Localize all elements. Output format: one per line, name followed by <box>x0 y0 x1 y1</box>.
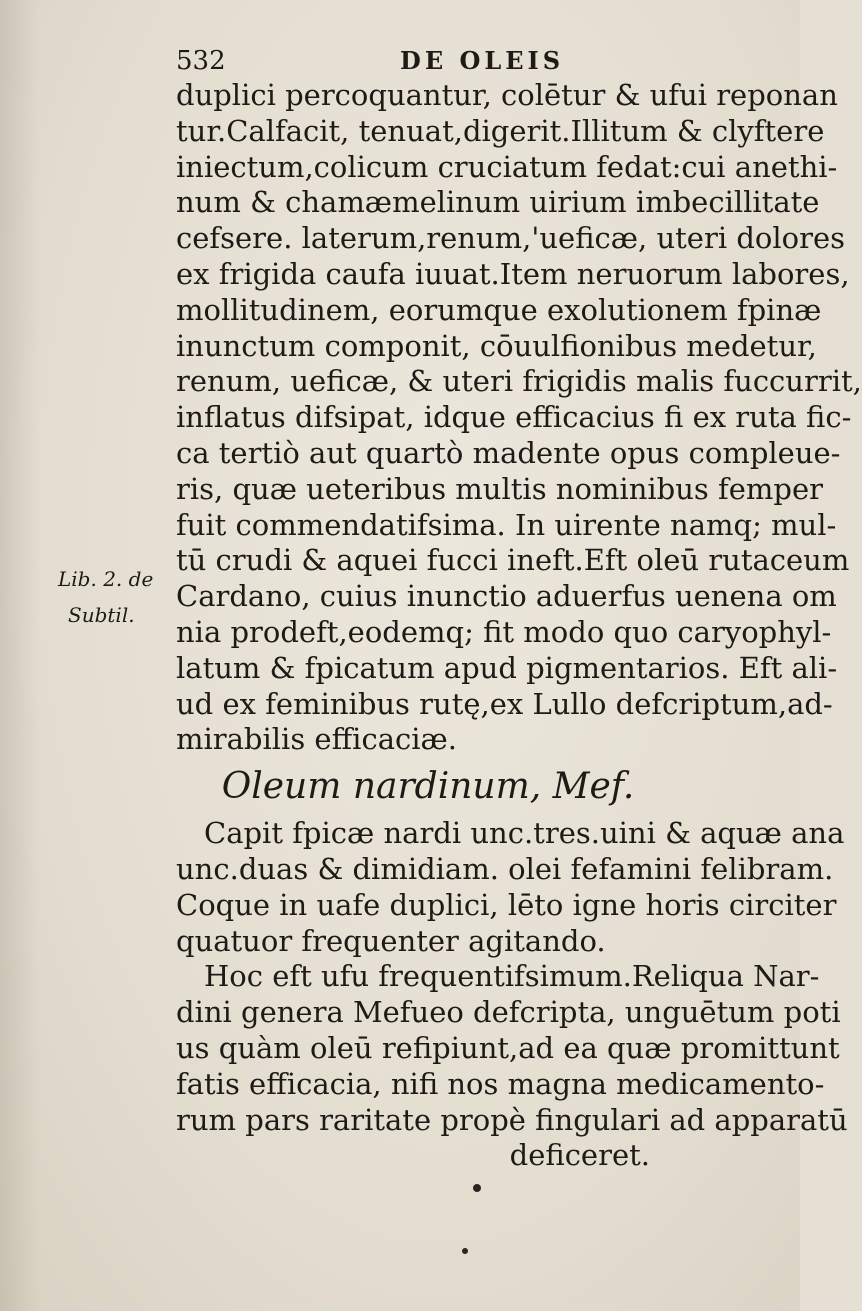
text-line: Capit fpicæ nardi unc.tres.uini & aquæ ana <box>204 816 845 851</box>
running-head: DE OLEIS <box>400 46 565 75</box>
text-line: rum pars raritate propè fingulari ad apparatū <box>176 1102 848 1137</box>
text-line: inunctum componit, cōuulfionibus medetur, <box>176 328 817 363</box>
text-line: Hoc eft ufu frequentifsimum.Reliqua Nar- <box>204 959 820 994</box>
text-line: Coque in uafe duplici, lēto igne horis circiter <box>176 887 837 922</box>
text-line: quatuor frequenter agitando. <box>176 923 606 958</box>
ink-spot <box>462 1248 468 1254</box>
text-line: duplici percoquantur, colētur & ufui reponan <box>176 78 838 112</box>
text-line: cefsere. laterum,renum,'ueficæ, uteri dolores <box>176 221 845 256</box>
text-line: nia prodeft,eodemq; fit modo quo caryophyl- <box>176 614 832 649</box>
spine-shadow <box>0 0 40 1311</box>
margin-note-lib: Lib. 2. de <box>58 567 154 591</box>
text-line: num & chamæmelinum uirium imbecillitate <box>176 185 820 220</box>
text-line: ex frigida caufa iuuat.Item neruorum labores, <box>176 256 850 291</box>
text-line: unc.duas & dimidiam. olei fefamini felibram. <box>176 851 834 886</box>
text-line: deficeret. <box>509 1138 650 1173</box>
page-header <box>176 44 616 80</box>
text-line: mollitudinem, eorumque exolutionem fpinæ <box>176 292 822 327</box>
text-line: dini genera Mefueo defcripta, unguētum poti <box>176 995 841 1030</box>
page-number: 532 <box>176 46 226 76</box>
text-line: tur.Calfacit, tenuat,digerit.Illitum & clyftere <box>176 113 825 148</box>
section-heading: Oleum nardinum, Mef. <box>221 766 635 808</box>
text-line: iniectum,colicum cruciatum fedat:cui anethi- <box>176 149 838 184</box>
text-line: tū crudi & aquei fucci ineft.Eft oleū rutaceum <box>176 543 850 578</box>
text-line: inflatus difsipat, idque efficacius fi ex ruta fic- <box>176 400 852 435</box>
text-line: Cardano, cuius inunctio aduerfus uenena om <box>176 579 837 614</box>
text-line: latum & fpicatum apud pigmentarios. Eft ali- <box>176 650 838 685</box>
margin-note-subtil: Subtil. <box>68 603 135 627</box>
text-line: ca tertiò aut quartò madente opus compleue- <box>176 435 841 470</box>
text-line: fuit commendatifsima. In uirente namq; mul- <box>176 507 837 542</box>
main-text <box>176 78 862 1174</box>
text-line: us quàm oleū refipiunt,ad ea quæ promittunt <box>176 1030 840 1065</box>
text-line: ris, quæ ueteribus multis nominibus femper <box>176 471 823 506</box>
text-line: mirabilis efficaciæ. <box>176 722 457 757</box>
ink-spot <box>473 1184 481 1192</box>
text-line: fatis efficacia, nifi nos magna medicamento- <box>176 1066 825 1101</box>
text-line: renum, ueficæ, & uteri frigidis malis fuccurrit, <box>176 364 862 399</box>
text-line: ud ex feminibus rutę,ex Lullo defcriptum,ad- <box>176 686 833 721</box>
